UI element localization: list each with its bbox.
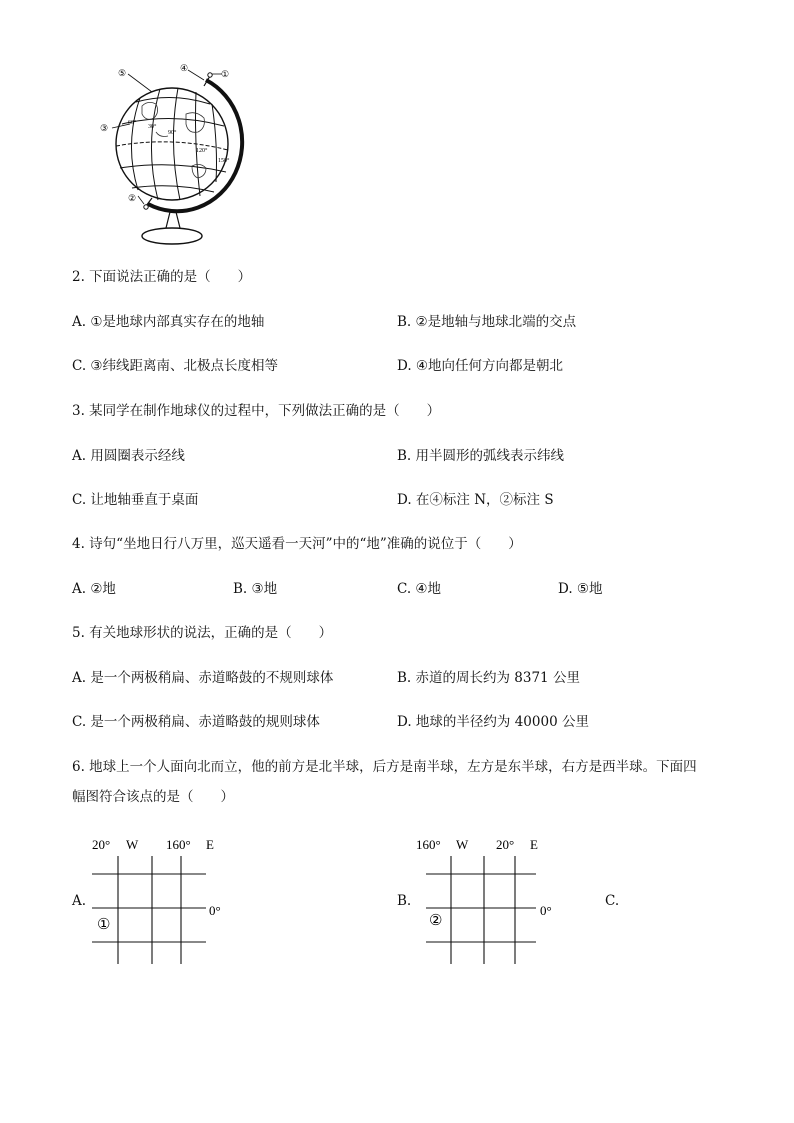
question-2-option-c[interactable]: C. ③纬线距离南、北极点长度相等: [72, 358, 279, 374]
marker-3: ③: [100, 124, 109, 134]
marker-5: ⑤: [118, 69, 127, 79]
grid-figure-b: [412, 832, 562, 968]
globe-lon-label: 150°: [218, 158, 230, 164]
marker-1: ①: [221, 70, 230, 80]
grid-a-lat: 0°: [209, 903, 221, 918]
question-5-option-d[interactable]: D. 地球的半径约为 40000 公里: [397, 714, 589, 730]
marker-2: ②: [128, 194, 137, 204]
question-6-option-a-label[interactable]: A.: [72, 893, 87, 909]
question-4-option-d[interactable]: D. ⑤地: [558, 581, 603, 597]
question-6-option-c-label[interactable]: C.: [605, 893, 620, 909]
leader-line-4: [188, 70, 204, 80]
question-3-option-c[interactable]: C. 让地轴垂直于桌面: [72, 492, 199, 508]
grid-a-mark: ①: [97, 915, 111, 933]
question-5-stem: 5. 有关地球形状的说法，正确的是（ ）: [72, 625, 333, 641]
grid-b-lat: 0°: [540, 903, 552, 918]
question-4-option-b[interactable]: B. ③地: [233, 581, 278, 597]
question-2-option-a[interactable]: A. ①是地球内部真实存在的地轴: [72, 314, 265, 330]
grid-figure-a: [88, 832, 238, 968]
question-3-stem: 3. 某同学在制作地球仪的过程中，下列做法正确的是（ ）: [72, 403, 441, 419]
question-3-option-b[interactable]: B. 用半圆形的弧线表示纬线: [397, 448, 565, 464]
globe-lon-label: 120°: [196, 148, 208, 154]
grid-b-mark: ②: [429, 911, 443, 929]
leader-line-3: [112, 124, 130, 128]
globe-longitude-lines: [131, 88, 216, 200]
grid-b-lon-left-dir: W: [456, 837, 469, 852]
question-5-option-b[interactable]: B. 赤道的周长约为 8371 公里: [397, 670, 580, 686]
grid-b-lines: [426, 856, 536, 964]
question-6-option-b-label[interactable]: B.: [397, 893, 412, 909]
grid-a-lon-left: 20°: [92, 837, 111, 852]
question-6-stem-line-2: 幅图符合该点的是（ ）: [72, 789, 234, 805]
south-pole-dot: [144, 205, 148, 209]
question-5-option-a[interactable]: A. 是一个两极稍扁、赤道略鼓的不规则球体: [72, 670, 334, 686]
grid-a-lines: [92, 856, 206, 964]
question-4-stem: 4. 诗句“坐地日行八万里，巡天遥看一天河”中的“地”准确的说位于（ ）: [72, 536, 522, 552]
globe-figure: [100, 62, 250, 248]
question-2-option-b[interactable]: B. ②是地轴与地球北端的交点: [397, 314, 577, 330]
globe-sphere: [116, 88, 228, 200]
question-3-option-a[interactable]: A. 用圆圈表示经线: [72, 448, 185, 464]
question-2-stem: 2. 下面说法正确的是（ ）: [72, 269, 252, 285]
question-4-option-c[interactable]: C. ④地: [397, 581, 442, 597]
grid-b-lon-left: 160°: [416, 837, 441, 852]
question-3-option-d[interactable]: D. 在④标注 N，②标注 S: [397, 492, 554, 508]
grid-b-lon-right-dir: E: [530, 837, 538, 852]
grid-a-lon-left-dir: W: [126, 837, 139, 852]
grid-a-lon-right: 160°: [166, 837, 191, 852]
globe-lon-label: 90°: [168, 130, 177, 136]
globe-stand-neck: [166, 212, 180, 228]
question-5-option-c[interactable]: C. 是一个两极稍扁、赤道略鼓的规则球体: [72, 714, 320, 730]
globe-stand-base: [142, 228, 202, 244]
marker-4: ④: [180, 64, 189, 74]
north-pole-dot: [208, 73, 212, 77]
grid-b-lon-right: 20°: [496, 837, 515, 852]
question-6-stem-line-1: 6. 地球上一个人面向北而立，他的前方是北半球，后方是南半球，左方是东半球，右方是西半球。下面四: [72, 759, 697, 775]
question-4-option-a[interactable]: A. ②地: [72, 581, 116, 597]
globe-lat-label: 60°: [128, 120, 137, 126]
question-2-option-d[interactable]: D. ④地向任何方向都是朝北: [397, 358, 564, 374]
globe-lat-label: 30°: [148, 124, 157, 130]
globe-latitude-lines: [116, 97, 228, 192]
grid-a-lon-right-dir: E: [206, 837, 214, 852]
leader-line-2: [138, 196, 144, 204]
leader-line-5: [128, 74, 152, 92]
